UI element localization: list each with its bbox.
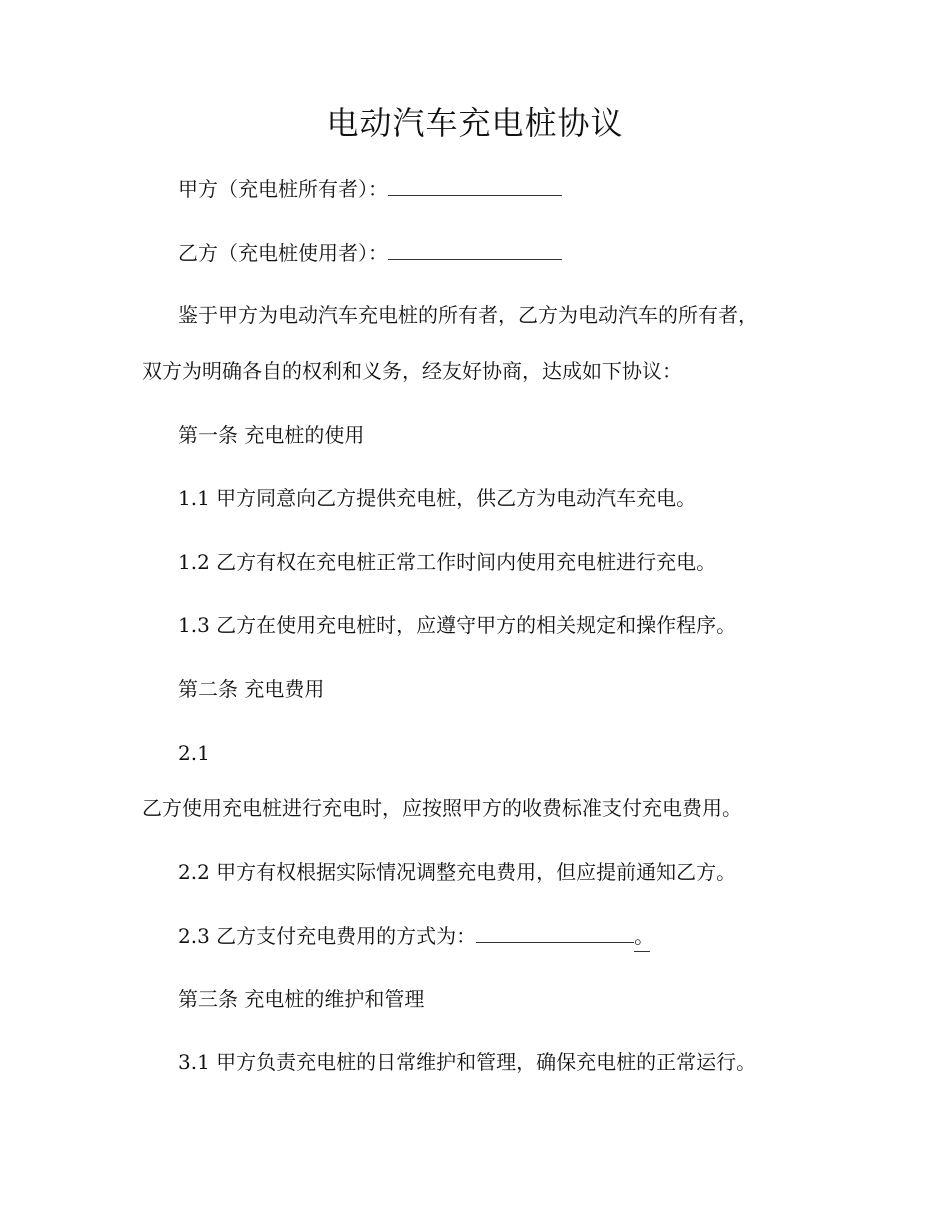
article-1-heading: 第一条 充电桩的使用 <box>178 423 365 447</box>
preamble-line-1: 鉴于甲方为电动汽车充电桩的所有者，乙方为电动汽车的所有者， <box>178 303 758 327</box>
article-2-heading: 第二条 充电费用 <box>178 677 325 701</box>
clause-1-2: 1.2 乙方有权在充电桩正常工作时间内使用充电桩进行充电。 <box>178 550 717 574</box>
clause-1-3: 1.3 乙方在使用充电桩时，应遵守甲方的相关规定和操作程序。 <box>178 613 737 637</box>
clause-2-1-text: 乙方使用充电桩进行充电时，应按照甲方的收费标准支付充电费用。 <box>142 796 742 820</box>
clause-2-1-number: 2.1 <box>178 741 210 765</box>
payment-method-blank <box>476 920 634 943</box>
party-a-blank <box>388 173 562 196</box>
clause-1-1: 1.1 甲方同意向乙方提供充电桩，供乙方为电动汽车充电。 <box>178 486 697 510</box>
party-b-label: 乙方（充电桩使用者）： <box>178 241 388 265</box>
clause-3-1: 3.1 甲方负责充电桩的日常维护和管理，确保充电桩的正常运行。 <box>178 1050 757 1074</box>
party-a-line <box>178 173 562 204</box>
document-title: 电动汽车充电桩协议 <box>326 104 624 142</box>
article-3-heading: 第三条 充电桩的维护和管理 <box>178 987 425 1011</box>
clause-2-3-text: 2.3 乙方支付充电费用的方式为： <box>178 924 477 948</box>
party-a-label: 甲方（充电桩所有者）： <box>178 177 388 201</box>
clause-2-3-line <box>178 920 655 952</box>
clause-2-2: 2.2 甲方有权根据实际情况调整充电费用，但应提前通知乙方。 <box>178 860 737 884</box>
party-b-line <box>178 237 562 268</box>
preamble-line-2: 双方为明确各自的权利和义务，经友好协商，达成如下协议： <box>142 359 682 383</box>
clause-2-3-end: 。 <box>634 921 650 952</box>
party-b-blank <box>388 237 562 260</box>
